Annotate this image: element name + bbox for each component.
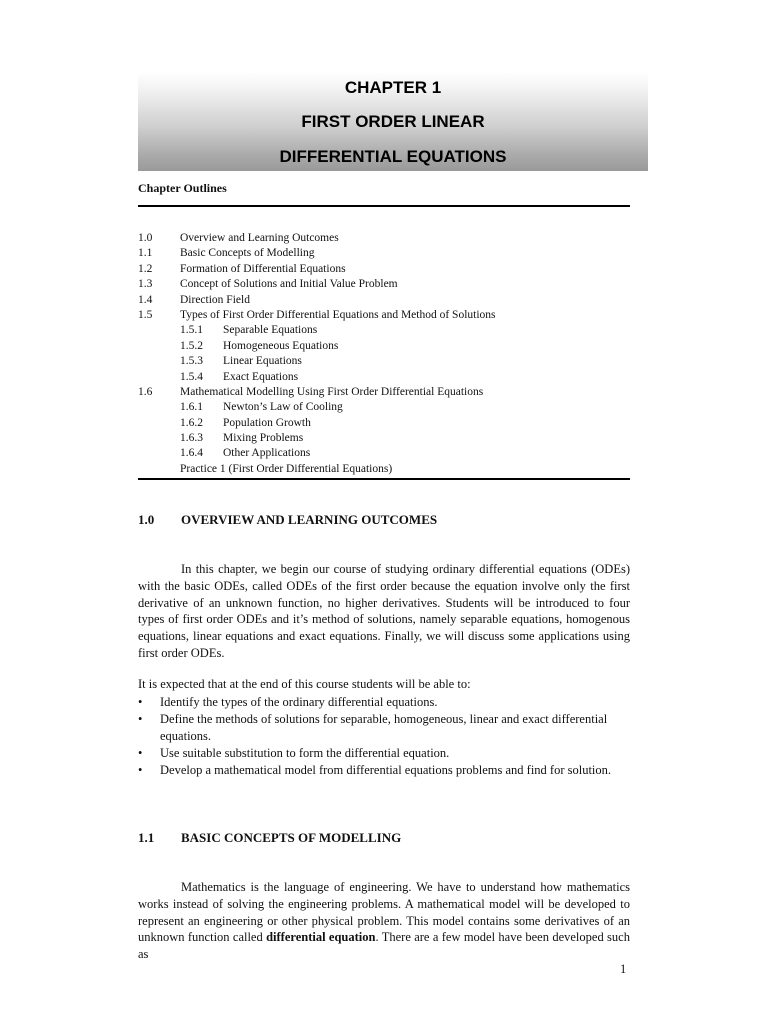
toc-number: 1.6: [138, 385, 153, 398]
toc-title: Mathematical Modelling Using First Order Differential Equations: [180, 385, 484, 398]
toc-title: Overview and Learning Outcomes: [180, 232, 339, 244]
overview-paragraph: In this chapter, we begin our course of studying ordinary differential equations (ODEs) with the basic ODEs, called ODEs of the first order because the equation involve only the first derivative of an unknown function, no higher derivatives. Students will be introduced to four types of first order ODEs and it’s method of solutions, namely separable equations, homogenous equations, linear equations and exact equations. Finally, we will discuss some applications using first order ODEs.: [138, 562, 630, 660]
section-title: OVERVIEW AND LEARNING OUTCOMES: [181, 512, 438, 527]
modelling-paragraph: [138, 879, 630, 963]
list-item: • Develop a mathematical model from differential equations problems and find for solution.: [138, 762, 630, 779]
outline-bottom-rule: [138, 478, 630, 480]
bold-term: differential equation: [266, 930, 376, 945]
chapter-title-line-1: FIRST ORDER LINEAR: [301, 112, 485, 131]
toc-item: [138, 293, 630, 308]
chapter-number: CHAPTER 1: [344, 78, 442, 97]
toc-title: Homogeneous Equations: [223, 339, 339, 352]
chapter-title-line-2: DIFFERENTIAL EQUATIONS: [279, 147, 507, 166]
toc-item: [138, 431, 630, 446]
toc-title: Concept of Solutions and Initial Value Problem: [180, 278, 398, 291]
toc-title: Population Growth: [223, 416, 311, 429]
paragraph-text-end: . There are a few model have been developed such as: [138, 930, 630, 962]
toc-number: 1.5.3: [180, 355, 203, 368]
toc-number: 1.5.2: [180, 339, 203, 352]
toc-item: [138, 400, 630, 415]
toc-item: [138, 385, 630, 400]
toc-number: 1.0: [138, 232, 153, 244]
toc-title: Mixing Problems: [223, 432, 304, 445]
toc-item: [138, 246, 630, 261]
toc-title: Formation of Differential Equations: [180, 262, 346, 275]
toc-title: Newton’s Law of Cooling: [223, 401, 343, 414]
toc-number: 1.1: [138, 247, 153, 260]
toc-item: [138, 446, 630, 461]
toc-number: 1.6.4: [180, 447, 203, 460]
toc-title: Exact Equations: [223, 370, 299, 383]
toc-title: Linear Equations: [223, 355, 302, 368]
paragraph-text: Mathematics is the language of engineering. We have to understand how mathematics works instead of solving the engineering problems. A mathematical model will be developed to represent an engineering or other physical problem. This model contains some derivatives of an unknown function called: [138, 880, 630, 945]
toc-number: 1.6.3: [180, 432, 203, 445]
toc-item: [138, 416, 630, 431]
section-number: 1.0: [138, 512, 155, 527]
outline-heading: Chapter Outlines: [138, 181, 227, 195]
toc-item: [138, 339, 630, 354]
toc-number: 1.5.4: [180, 370, 203, 383]
toc-item: [138, 277, 630, 292]
toc-title: Direction Field: [180, 293, 250, 306]
learning-outcomes-list: [138, 694, 630, 779]
toc-number: 1.6.2: [180, 416, 203, 429]
toc-item: [138, 462, 630, 477]
toc-title: Practice 1 (First Order Differential Equations): [180, 462, 393, 475]
outline-top-rule: [138, 205, 630, 207]
toc-item: [138, 354, 630, 369]
page-number: 1: [620, 962, 627, 976]
toc-title: Basic Concepts of Modelling: [180, 247, 315, 260]
outcomes-intro: It is expected that at the end of this course students will be able to:: [138, 677, 471, 691]
toc-item: [138, 370, 630, 385]
toc-item: [138, 231, 630, 246]
toc-number: 1.2: [138, 262, 153, 275]
section-title: BASIC CONCEPTS OF MODELLING: [181, 830, 402, 845]
chapter-banner: [138, 72, 648, 171]
section-number: 1.1: [138, 830, 155, 845]
list-item: • Use suitable substitution to form the differential equation.: [138, 745, 630, 762]
toc-number: 1.6.1: [180, 401, 203, 414]
toc-number: 1.5: [138, 308, 153, 321]
toc-item: [138, 323, 630, 338]
toc-number: 1.5.1: [180, 324, 203, 337]
toc-number: 1.3: [138, 278, 153, 291]
toc-item: [138, 308, 630, 323]
toc-title: Separable Equations: [223, 324, 318, 337]
toc-title: Types of First Order Differential Equations and Method of Solutions: [180, 308, 496, 321]
list-item: • Define the methods of solutions for separable, homogeneous, linear and exact differential equations.: [138, 711, 630, 745]
toc-number: 1.4: [138, 293, 153, 306]
list-item: • Identify the types of the ordinary differential equations.: [138, 694, 630, 711]
toc-title: Other Applications: [223, 447, 311, 460]
chapter-outline-list: [138, 231, 630, 477]
toc-item: [138, 262, 630, 277]
